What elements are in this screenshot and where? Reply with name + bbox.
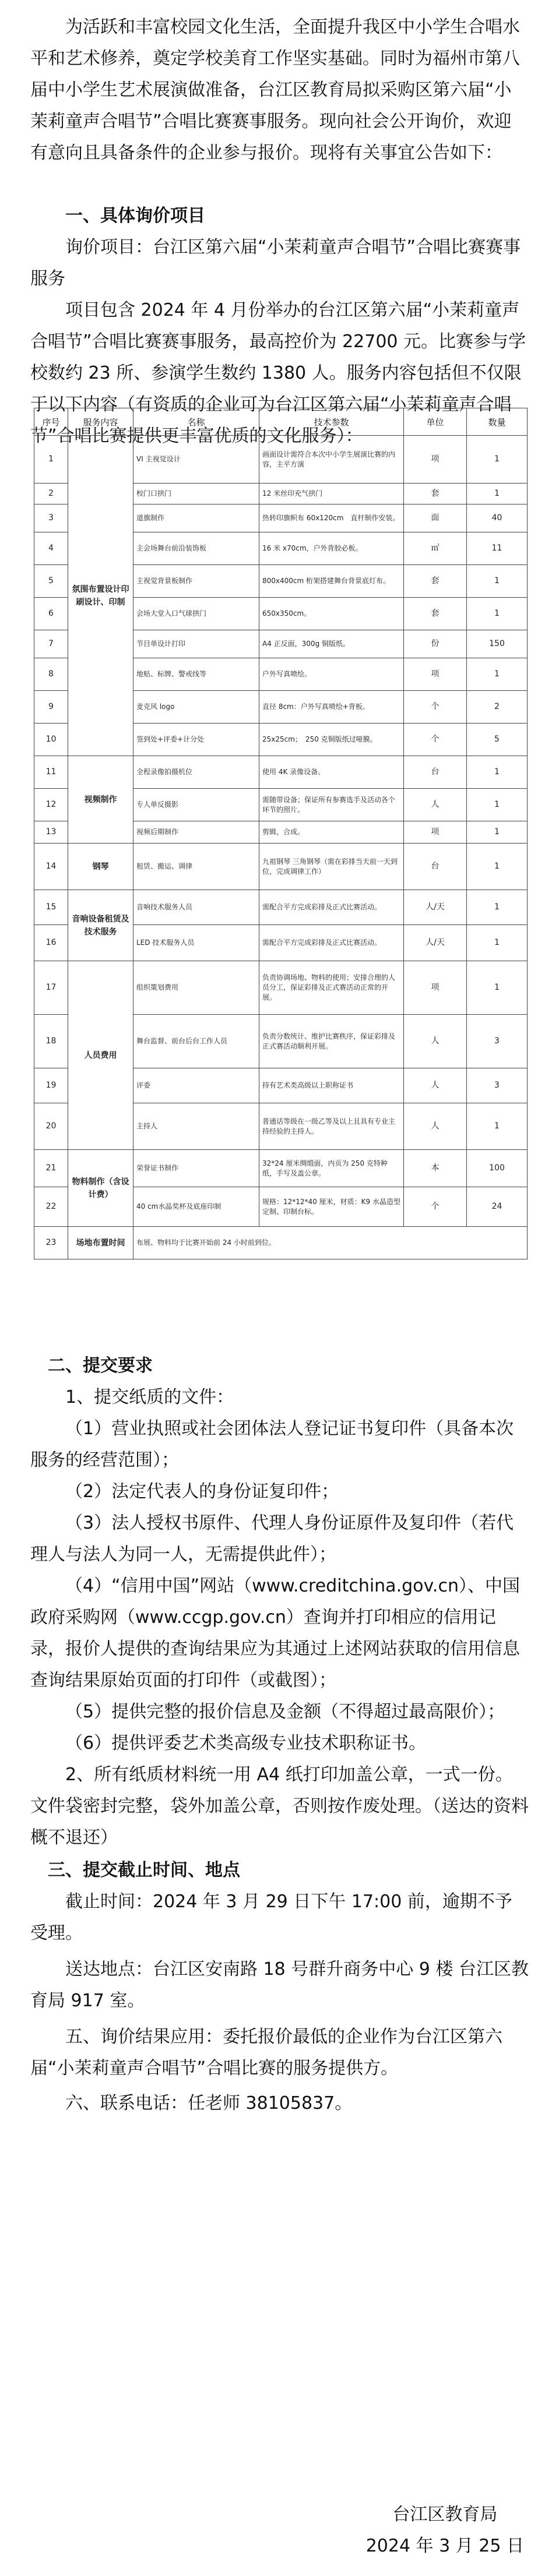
row-qty: 1 [467,658,528,691]
header-service: 服务内容 [68,408,133,436]
category-video: 视频制作 [68,756,133,844]
row-qty: 1 [467,565,528,598]
row-spec: 剪辑，合成。 [259,821,404,844]
row-spec: 800x400cm 桁架搭建舞台背景底灯布。 [259,565,404,598]
row-unit: ㎡ [404,532,467,565]
row-qty: 40 [467,504,528,532]
row-unit: 台 [404,756,467,789]
requirement-2: 2、所有纸质材料统一用 A4 纸打印加盖公章，一式一份。文件袋密封完整，袋外加盖公章，否则按作废处理。（送达的资料概不退还） [30,1765,529,1848]
table-row [34,436,528,484]
requirement-1-1: （1）营业执照或社会团体法人登记证书复印件（具备本次服务的经营范围）； [30,1418,514,1470]
row-no: 21 [34,1150,68,1187]
row-name: 主持人 [133,1103,259,1150]
row-spec: 需配合平方完成彩排及正式比赛活动。 [259,890,404,925]
row-unit: 项 [404,821,467,844]
header-qty: 数量 [467,408,528,436]
category-sound: 音响设备租赁及技术服务 [68,890,133,961]
row-unit: 项 [404,436,467,484]
row-qty: 24 [467,1187,528,1227]
row-unit: 个 [404,724,467,756]
table-header-row [34,408,528,436]
row-name: 专人单反摄影 [133,789,259,821]
section-5: 五、询价结果应用：委托报价最低的企业作为台江区第六届“小茉莉童声合唱节”合唱比赛的服务提供方。 [30,2027,502,2079]
row-spec: 使用 4K 录像设备。 [259,756,404,789]
category-piano: 钢琴 [68,844,133,890]
row-qty: 100 [467,1150,528,1187]
section-1-title: 一、具体询价项目 [65,206,205,226]
header-unit: 单位 [404,408,467,436]
row-unit: 份 [404,630,467,658]
row-no: 12 [34,789,68,821]
row-unit: 人/天 [404,890,467,925]
issue-date: 2024 年 3 月 25 日 [365,2536,524,2556]
row-name: 主会场舞台前沿装饰板 [133,532,259,565]
row-name: 签到处+评委+计分处 [133,724,259,756]
section-3-title: 三、提交截止时间、地点 [48,1860,240,1880]
row-name: 会场大堂入口气球拱门 [133,598,259,630]
row-spec: 32*24 厘米绸缎面，内页为 250 克特种纸，手写及盖公章。 [259,1150,404,1187]
row-name: 组织策划费用 [133,961,259,1015]
row-no: 2 [34,484,68,504]
delivery-address: 送达地点：台江区安南路 18 号群升商务中心 9 楼 台江区教育局 917 室。 [30,1959,529,2011]
row-no: 20 [34,1103,68,1150]
row-spec: 负责协调场地、物料的使用；安排合理的人员分工，保证彩排及正式赛活动正常的开展。 [259,961,404,1015]
row-name: 40 cm水晶奖杯及底座印制 [133,1187,259,1227]
row-qty: 1 [467,821,528,844]
row-qty: 1 [467,1103,528,1150]
row-qty: 1 [467,844,528,890]
requirement-1-6: （6）提供评委艺术类高级专业技术职称证书。 [65,1733,427,1753]
row-unit: 套 [404,598,467,630]
row-unit: 台 [404,844,467,890]
row-unit: 人 [404,1068,467,1103]
row-no: 9 [34,691,68,724]
row-no: 16 [34,925,68,961]
section-2-title: 二、提交要求 [48,1356,153,1376]
row-spec: 画面设计需符合本次中小学生展演比赛的内容，主平方演 [259,436,404,484]
row-unit: 人/天 [404,925,467,961]
row-name: 视频后期制作 [133,821,259,844]
section-6-contact: 六、联系电话：任老师 38105837。 [65,2093,353,2113]
row-name: 地贴、标牌、警戒线等 [133,658,259,691]
row-unit: 套 [404,484,467,504]
row-spec: 负责分数统计、维护比赛秩序，保证彩排及正式赛活动顺利开展。 [259,1015,404,1068]
category-material: 物料制作（含设计费） [68,1150,133,1227]
row-name: 道旗制作 [133,504,259,532]
row-unit: 人 [404,1015,467,1068]
row-spec: 普通话等级在一级乙等及以上且具有专业主持经验的主持人。 [259,1103,404,1150]
row-spec: 持有艺术类高级以上职称证书 [259,1068,404,1103]
row-spec: 热转印旗帜布 60x120cm 直杆制作安装。 [259,504,404,532]
row-unit: 个 [404,691,467,724]
row-spec: 布展、物料均于比赛开始前 24 小时前到位。 [133,1227,528,1259]
table-row [34,961,528,1015]
row-unit: 本 [404,1150,467,1187]
project-description: 项目包含 2024 年 4 月份举办的台江区第六届“小茉莉童声合唱节”合唱比赛赛事服务，最高控价为 22700 元。比赛参与学校数约 23 所、参演学生数约 1380 人。服务内容包括但不仅限于以下内容（有资质的企业可为台江区第六届“小茉莉童声合唱节”合唱比赛提供更丰富优质的文化服务）： [30,300,526,446]
row-name: 全程录像拍摄机位 [133,756,259,789]
row-name: 评委 [133,1068,259,1103]
row-qty: 2 [467,691,528,724]
table-row [34,1150,528,1187]
row-no: 14 [34,844,68,890]
row-unit: 套 [404,565,467,598]
row-spec: 需随带设备；保证所有参赛选手及活动各个环节的照片。 [259,789,404,821]
row-spec: 户外写真喷绘。 [259,658,404,691]
row-no: 11 [34,756,68,789]
row-name: 校门口拱门 [133,484,259,504]
row-no: 3 [34,504,68,532]
row-spec: 需配合平方完成彩排及正式比赛活动。 [259,925,404,961]
row-no: 8 [34,658,68,691]
signature-block [366,2499,524,2562]
row-qty: 3 [467,1068,528,1103]
row-name: 主视觉背景板制作 [133,565,259,598]
row-name: 音响技术服务人员 [133,890,259,925]
row-no: 7 [34,630,68,658]
requirement-1-5: （5）提供完整的报价信息及金额（不得超过最高限价）； [65,1702,505,1722]
table-row [34,890,528,925]
row-name: 租赁、搬运、调律 [133,844,259,890]
header-spec: 技术参数 [259,408,404,436]
requirement-1: 1、提交纸质的文件： [65,1387,234,1407]
category-venue: 场地布置时间 [68,1227,133,1259]
row-no: 10 [34,724,68,756]
row-qty: 1 [467,436,528,484]
row-no: 4 [34,532,68,565]
row-qty: 1 [467,756,528,789]
row-spec: 12 米丝印充气拱门 [259,484,404,504]
row-spec: 规格：12*12*40 厘米，材质：K9 水晶造型定制、印制台标。 [259,1187,404,1227]
row-unit: 面 [404,504,467,532]
row-qty: 1 [467,925,528,961]
row-qty: 11 [467,532,528,565]
table-row [34,1227,528,1259]
row-spec: 九祖钢琴 三角钢琴（需在彩排当天前一天到位，完成调律工作） [259,844,404,890]
header-no: 序号 [34,408,68,436]
row-qty: 1 [467,961,528,1015]
issuer-name: 台江区教育局 [392,2504,498,2525]
intro-paragraph: 为活跃和丰富校园文化生活，全面提升我区中小学生合唱水平和艺术修养，奠定学校美育工作坚实基础。同时为福州市第八届中小学生艺术展演做准备，台江区教育局拟采购区第六届“小茉莉童声合唱节”合唱比赛赛事服务。现向社会公开询价，欢迎有意向且具备条件的企业参与报价。现将有关事宜公告如下： [30,17,520,163]
row-name: 荣誉证书制作 [133,1150,259,1187]
row-no: 22 [34,1187,68,1227]
requirement-1-4: （4）“信用中国”网站（www.creditchina.gov.cn）、中国政府采购网（www.ccgp.gov.cn）查询并打印相应的信用记录，报价人提供的查询结果应为其通过上述网站获取的信用信息查询结果原始页面的打印件（或截图）； [30,1576,520,1691]
row-spec: 16 米 x70cm，户外背胶必板。 [259,532,404,565]
row-name: LED 技术服务人员 [133,925,259,961]
row-no: 18 [34,1015,68,1068]
table-row [34,844,528,890]
deadline: 截止时间：2024 年 3 月 29 日下午 17:00 前，逾期不予受理。 [30,1892,512,1943]
row-name: 节目单设计打印 [133,630,259,658]
row-no: 5 [34,565,68,598]
row-qty: 5 [467,724,528,756]
row-no: 13 [34,821,68,844]
row-name: 舞台监督、前台后台工作人员 [133,1015,259,1068]
category-staff: 人员费用 [68,961,133,1150]
project-name: 询价项目：台江区第六届“小茉莉童声合唱节”合唱比赛赛事服务 [30,237,521,289]
row-spec: A4 正反面，300g 铜版纸。 [259,630,404,658]
row-no: 17 [34,961,68,1015]
row-no: 15 [34,890,68,925]
row-unit: 人 [404,1103,467,1150]
service-table [34,408,527,1259]
row-spec: 直径 8cm：户外写真喷绘+背板。 [259,691,404,724]
row-qty: 1 [467,598,528,630]
row-spec: 25x25cm； 250 克铜版纸过哑膜。 [259,724,404,756]
row-spec: 650x350cm。 [259,598,404,630]
row-unit: 人 [404,789,467,821]
row-qty: 3 [467,1015,528,1068]
row-unit: 个 [404,1187,467,1227]
row-unit: 项 [404,961,467,1015]
requirement-1-3: （3）法人授权书原件、代理人身份证原件及复印件（若代理人与法人为同一人，无需提供此件）； [30,1513,514,1565]
category-design: 氛围布置设计印刷设计、印制 [68,436,133,756]
requirement-1-2: （2）法定代表人的身份证复印件； [65,1481,339,1502]
header-name: 名称 [133,408,259,436]
row-no: 1 [34,436,68,484]
row-no: 23 [34,1227,68,1259]
row-qty: 1 [467,789,528,821]
row-name: VI 主视觉设计 [133,436,259,484]
table-row [34,756,528,789]
row-no: 19 [34,1068,68,1103]
row-name: 麦克风 logo [133,691,259,724]
row-qty: 150 [467,630,528,658]
row-qty: 1 [467,484,528,504]
row-unit: 项 [404,658,467,691]
row-qty: 1 [467,890,528,925]
row-no: 6 [34,598,68,630]
